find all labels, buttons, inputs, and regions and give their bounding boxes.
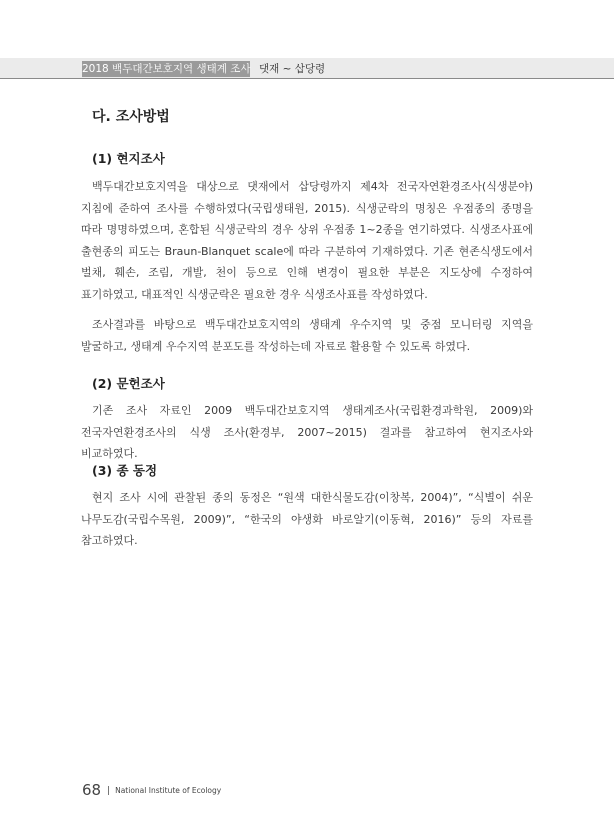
paragraph-field-survey-2: 조사결과를 바탕으로 백두대간보호지역의 생태계 우수지역 및 중점 모니터링 지역을 발굴하고, 생태계 우수지역 분포도를 작성하는데 자료로 활용할 수 있도록 하였다. (81, 318, 533, 353)
subsection-heading-field-survey: (1) 현지조사 (92, 151, 165, 166)
section-heading: 다. 조사방법 (92, 109, 170, 125)
page-footer (82, 780, 221, 800)
paragraph-literature: 기존 조사 자료인 2009 백두대간보호지역 생태계조사(국립환경과학원, 2009)와 전국자연환경조사의 식생 조사(환경부, 2007~2015) 결과를 참고하여 현지조사와 비교하였다. (81, 404, 533, 460)
page-number: 68 (82, 781, 102, 799)
paragraph-field-survey-1: 백두대간보호지역을 대상으로 댓재에서 삽당령까지 제4차 전국자연환경조사(식생분야) 지침에 준하여 조사를 수행하였다(국립생태원, 2015). 식생군락의 명칭은 우점종의 종명을 따라 명명하였으며, 혼합된 식생군락의 경우 상위 우점종 1~2종을 연기하였다. 식생조사표에 출현종의 피도는 Braun-Blanquet scale에 따라 구분하여 기재하였다. 기존 현존식생도에서 벌채, 훼손, 조림, 개발, 천이 등으로 인해 변경이 필요한 부분은 지도상에 수정하여 표기하였고, 대표적인 식생군락은 필요한 경우 식생조사표를 작성하였다. (81, 180, 533, 301)
footer-divider (108, 786, 109, 795)
footer-publisher: National Institute of Ecology (115, 786, 222, 795)
subsection-heading-literature: (2) 문헌조사 (92, 376, 165, 391)
paragraph-identification: 현지 조사 시에 관찰된 종의 동정은 “원색 대한식물도감(이창복, 2004)”, “식별이 쉬운 나무도감(국립수목원, 2009)”, “한국의 야생화 바로알기(이동혁, 2016)” 등의 자료를 참고하였다. (81, 491, 533, 547)
subsection-heading-identification: (3) 종 동정 (92, 463, 158, 478)
running-header-subtitle: 댓재 ~ 삽당령 (259, 63, 326, 75)
running-header-title: 2018 백두대간보호지역 생태계 조사 (82, 63, 251, 75)
